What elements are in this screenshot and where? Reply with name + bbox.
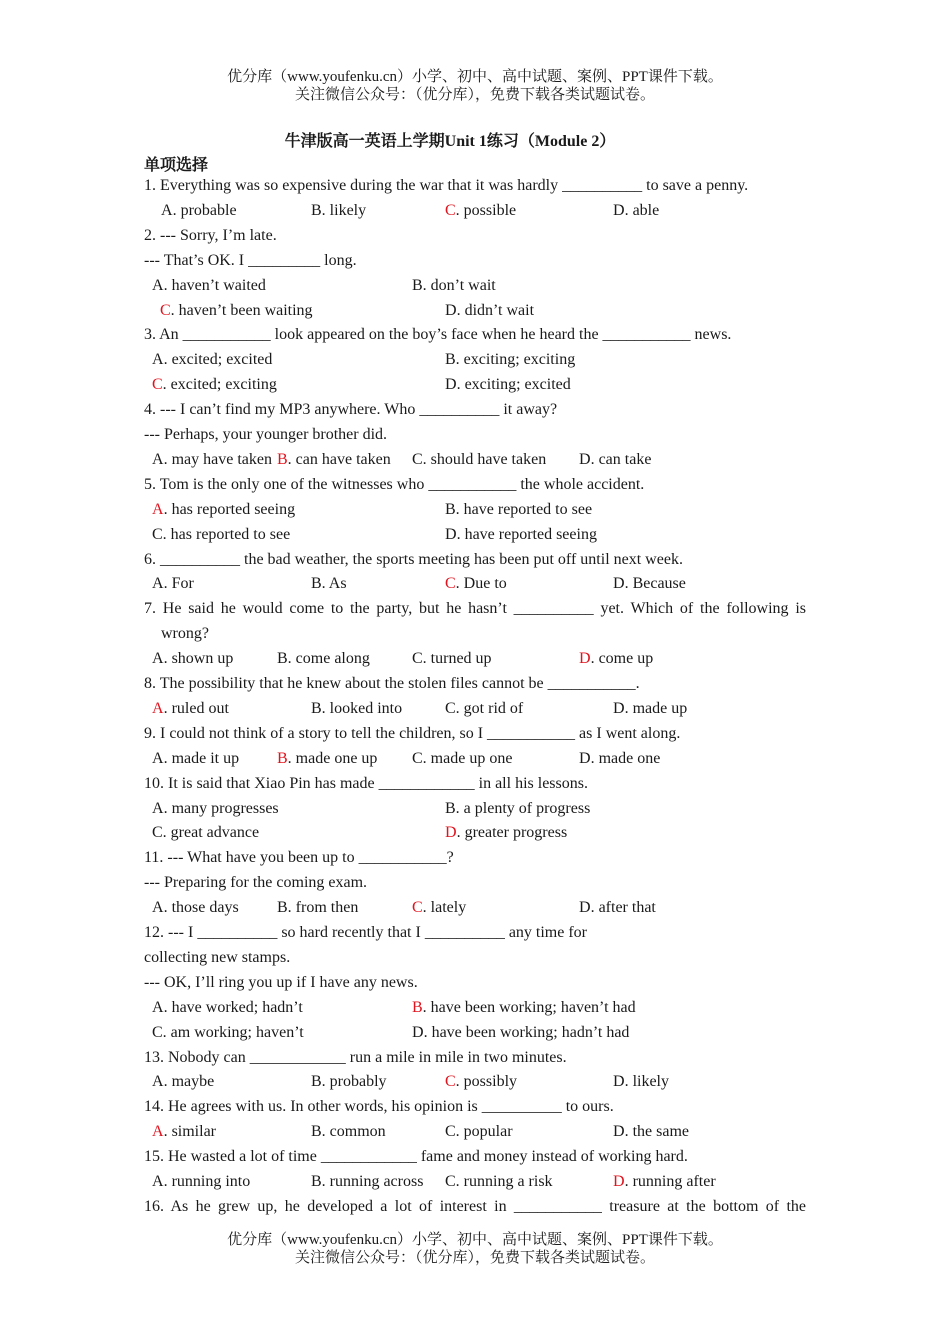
option-text: . ruled out [163, 699, 229, 717]
question-stem-line: 14. He agrees with us. In other words, his opinion is __________ to ours. [144, 1098, 614, 1116]
question-stem-line: 15. He wasted a lot of time ____________ fame and money instead of working hard. [144, 1148, 688, 1166]
option-d [445, 525, 597, 545]
option-text: . can take [590, 450, 652, 468]
option-letter: A [152, 998, 164, 1016]
option-a [152, 500, 295, 520]
option-letter: A [152, 575, 164, 593]
option-text: . running across [321, 1173, 424, 1190]
option-letter: C [152, 1023, 163, 1041]
option-c [445, 1072, 517, 1092]
option-a [152, 1172, 250, 1192]
option-letter: B [311, 699, 322, 717]
option-a [152, 699, 229, 719]
option-c [152, 375, 277, 395]
option-b [277, 450, 391, 470]
question-stem-line: wrong? [161, 625, 209, 643]
option-letter: A [152, 1073, 164, 1091]
option-text: . running a risk [455, 1173, 553, 1190]
option-text: . maybe [163, 1073, 215, 1091]
option-a [152, 450, 272, 470]
option-c [412, 649, 492, 669]
option-text: . excited; exciting [162, 376, 277, 394]
question-stem-line: 9. I could not think of a story to tell the children, so I ___________ as I went along. [144, 724, 681, 742]
option-d [613, 1122, 689, 1142]
option-d [579, 450, 651, 470]
option-c [152, 1023, 304, 1043]
option-letter: D [445, 525, 457, 543]
question-stem-line: --- OK, I’ll ring you up if I have any news. [144, 973, 418, 991]
option-letter: C [445, 575, 456, 593]
option-b [445, 500, 592, 520]
option-text: . many progresses [163, 799, 279, 817]
option-a [152, 574, 194, 594]
option-letter: B [412, 998, 423, 1016]
option-letter: A [152, 899, 164, 917]
option-text: . have been working; haven’t had [422, 998, 636, 1016]
option-a [152, 350, 272, 370]
option-a [152, 649, 233, 669]
option-letter: B [311, 201, 322, 219]
option-letter: C [445, 1073, 456, 1091]
option-text: . probable [172, 201, 237, 219]
option-text: . didn’t wait [456, 301, 535, 319]
option-text: . has reported seeing [163, 500, 296, 518]
option-c [152, 823, 259, 843]
option-text: . has reported to see [162, 525, 291, 543]
option-b [277, 749, 377, 769]
option-b [311, 574, 347, 594]
option-letter: D [445, 301, 457, 319]
option-letter: B [277, 749, 288, 767]
option-text: . possible [455, 201, 517, 219]
option-d [579, 749, 660, 769]
option-a [152, 276, 266, 296]
question-stem-line: 6. __________ the bad weather, the sports meeting has been put off until next week. [144, 550, 683, 568]
option-text: . Due to [455, 575, 507, 593]
option-text: . possibly [455, 1073, 518, 1091]
option-d [613, 699, 687, 719]
footer-line-2: 关注微信公众号：（优分库），免费下载各类试题试卷。 [294, 1250, 655, 1266]
header-line-1: 优分库（www.youfenku.cn）小学、初中、高中试题、案例、PPT课件下载。 [227, 69, 723, 85]
option-text: . made one up [287, 749, 378, 767]
option-letter: A [152, 650, 164, 668]
option-text: . made it up [163, 749, 240, 767]
option-letter: D [613, 575, 625, 593]
option-letter: C [412, 650, 423, 668]
option-letter: C [445, 699, 456, 717]
option-text: . should have taken [422, 450, 547, 468]
question-stem-line: --- That’s OK. I _________ long. [144, 251, 357, 269]
option-d [445, 375, 571, 395]
option-letter: A [152, 749, 164, 767]
option-text: . have reported seeing [456, 525, 597, 543]
option-c [160, 301, 313, 321]
option-letter: B [311, 575, 322, 593]
option-letter: A [152, 699, 164, 717]
question-stem-line: 12. --- I __________ so hard recently that I __________ any time for [144, 924, 588, 941]
option-d [445, 823, 567, 843]
option-text: . Because [624, 575, 686, 593]
option-letter: C [412, 450, 423, 468]
option-text: . after that [590, 899, 656, 917]
option-letter: A [152, 1123, 164, 1141]
option-text: . may have taken [163, 450, 272, 468]
question-stem-line: collecting new stamps. [144, 948, 291, 966]
option-letter: D [613, 201, 625, 219]
option-letter: C [160, 301, 171, 319]
option-c [445, 699, 523, 719]
option-a [152, 799, 279, 819]
option-c [412, 450, 546, 470]
option-letter: A [152, 450, 164, 468]
question-stem-line: 5. Tom is the only one of the witnesses who ___________ the whole accident. [144, 475, 645, 493]
page-title: 牛津版高一英语上学期Unit 1练习（Module 2） [284, 133, 616, 150]
option-letter: B [311, 1123, 322, 1141]
option-letter: C [152, 824, 163, 842]
option-c [152, 525, 290, 545]
question-stem-line: 13. Nobody can ____________ run a mile in mile in two minutes. [144, 1048, 567, 1066]
option-letter: B [412, 276, 423, 294]
option-d [613, 574, 686, 594]
option-d [445, 301, 534, 321]
option-d [412, 1023, 629, 1043]
option-letter: B [277, 650, 288, 668]
option-letter: B [445, 799, 456, 817]
option-text: . come along [287, 650, 370, 668]
option-d [579, 649, 653, 669]
option-text: . made up one [422, 749, 513, 767]
option-text: . common [321, 1123, 386, 1141]
option-letter: D [579, 450, 591, 468]
option-a [152, 1122, 216, 1142]
option-text: . those days [163, 899, 239, 917]
option-text: . greater progress [456, 824, 568, 842]
option-letter: B [445, 500, 456, 518]
option-text: . the same [624, 1123, 689, 1141]
option-text: . made up [624, 699, 688, 717]
option-letter: D [579, 899, 591, 917]
option-text: . lately [422, 899, 467, 917]
option-a [152, 1072, 214, 1092]
option-text: . turned up [422, 650, 492, 668]
option-a [152, 998, 303, 1018]
question-stem-line: 16. As he grew up, he developed a lot of interest in ___________ treasure at the bottom of the [144, 1197, 806, 1215]
question-stem-line: --- Perhaps, your younger brother did. [144, 426, 388, 443]
option-b [311, 699, 402, 719]
option-letter: C [445, 201, 456, 219]
option-b [445, 799, 590, 819]
option-text: . made one [590, 749, 661, 767]
option-text: . For [163, 575, 194, 593]
option-text: . exciting; exciting [455, 351, 576, 369]
option-text: . likely [321, 201, 367, 219]
option-c [412, 749, 512, 769]
option-text: . have worked; hadn’t [163, 998, 303, 1016]
option-text: . similar [163, 1123, 216, 1141]
option-text: . can have taken [287, 450, 391, 468]
option-text: . from then [287, 899, 359, 917]
option-c [412, 898, 466, 918]
option-text: . popular [455, 1123, 513, 1141]
option-letter: D [613, 1123, 625, 1141]
option-text: . haven’t waited [163, 276, 266, 294]
option-letter: C [412, 899, 423, 917]
option-b [311, 1172, 423, 1192]
option-c [445, 1122, 513, 1142]
option-text: . shown up [163, 650, 234, 668]
question-stem-line: 4. --- I can’t find my MP3 anywhere. Who __________ it away? [144, 401, 558, 419]
option-letter: C [445, 1123, 456, 1141]
question-stem-line: 1. Everything was so expensive during the war that it was hardly __________ to save a penny. [144, 177, 749, 194]
option-letter: A [152, 799, 164, 817]
question-stem-line: --- Preparing for the coming exam. [144, 874, 368, 892]
question-stem-line: 2. --- Sorry, I’m late. [144, 226, 277, 244]
question-stem-line: 7. He said he would come to the party, but he hasn’t __________ yet. Which of the following is [144, 600, 806, 618]
option-letter: A [152, 276, 164, 294]
option-letter: C [412, 749, 423, 767]
option-text: . got rid of [455, 699, 524, 717]
option-text: . able [624, 201, 660, 219]
option-b [311, 1072, 387, 1092]
option-letter: D [613, 1173, 625, 1190]
option-letter: D [412, 1023, 424, 1041]
option-b [412, 998, 636, 1018]
option-text: . a plenty of progress [455, 799, 591, 817]
option-letter: A [152, 1173, 164, 1190]
option-a [152, 898, 239, 918]
option-letter: D [445, 376, 457, 394]
option-text: . haven’t been waiting [170, 301, 313, 319]
option-text: . don’t wait [422, 276, 496, 294]
option-letter: B [445, 351, 456, 369]
question-stem-line: 10. It is said that Xiao Pin has made ____________ in all his lessons. [144, 774, 588, 792]
question-stem-line: 3. An ___________ look appeared on the boy’s face when he heard the ___________ news. [144, 326, 732, 344]
option-text: . probably [321, 1073, 387, 1091]
option-letter: D [579, 749, 591, 767]
option-c [445, 1172, 553, 1192]
footer-line-1: 优分库（www.youfenku.cn）小学、初中、高中试题、案例、PPT课件下载。 [227, 1232, 723, 1248]
option-d [613, 1172, 716, 1192]
option-text: . running into [163, 1173, 251, 1190]
option-letter: A [152, 351, 164, 369]
option-letter: B [277, 450, 288, 468]
option-text: . looked into [321, 699, 403, 717]
option-letter: B [311, 1173, 322, 1190]
option-a [161, 201, 237, 221]
option-text: . come up [590, 650, 654, 668]
option-text: . As [321, 575, 347, 593]
option-letter: A [152, 500, 164, 518]
question-stem-line: 11. --- What have you been up to ___________? [144, 849, 454, 867]
option-letter: D [613, 699, 625, 717]
option-b [445, 350, 575, 370]
option-c [445, 201, 516, 221]
option-b [277, 898, 358, 918]
question-stem-line: 8. The possibility that he knew about the stolen files cannot be ___________. [144, 675, 640, 692]
option-text: . exciting; excited [456, 376, 571, 394]
option-letter: D [613, 1073, 625, 1091]
option-letter: D [579, 650, 591, 668]
option-text: . excited; excited [163, 351, 273, 369]
option-b [311, 201, 366, 221]
option-text: . running after [624, 1173, 716, 1190]
header-line-2: 关注微信公众号：（优分库），免费下载各类试题试卷。 [294, 87, 655, 103]
option-d [613, 1072, 669, 1092]
option-letter: C [152, 376, 163, 394]
option-b [277, 649, 370, 669]
option-a [152, 749, 239, 769]
section-heading: 单项选择 [144, 157, 209, 174]
option-letter: B [277, 899, 288, 917]
option-letter: A [161, 201, 173, 219]
option-d [579, 898, 656, 918]
option-text: . great advance [162, 824, 260, 842]
option-text: . have reported to see [455, 500, 593, 518]
option-c [445, 574, 507, 594]
option-d [613, 201, 659, 221]
option-letter: C [152, 525, 163, 543]
option-text: . have been working; hadn’t had [423, 1023, 630, 1041]
option-letter: B [311, 1073, 322, 1091]
option-letter: C [445, 1173, 456, 1190]
option-text: . likely [624, 1073, 669, 1091]
option-b [412, 276, 496, 296]
option-letter: D [445, 824, 457, 842]
option-b [311, 1122, 386, 1142]
option-text: . am working; haven’t [162, 1023, 304, 1041]
